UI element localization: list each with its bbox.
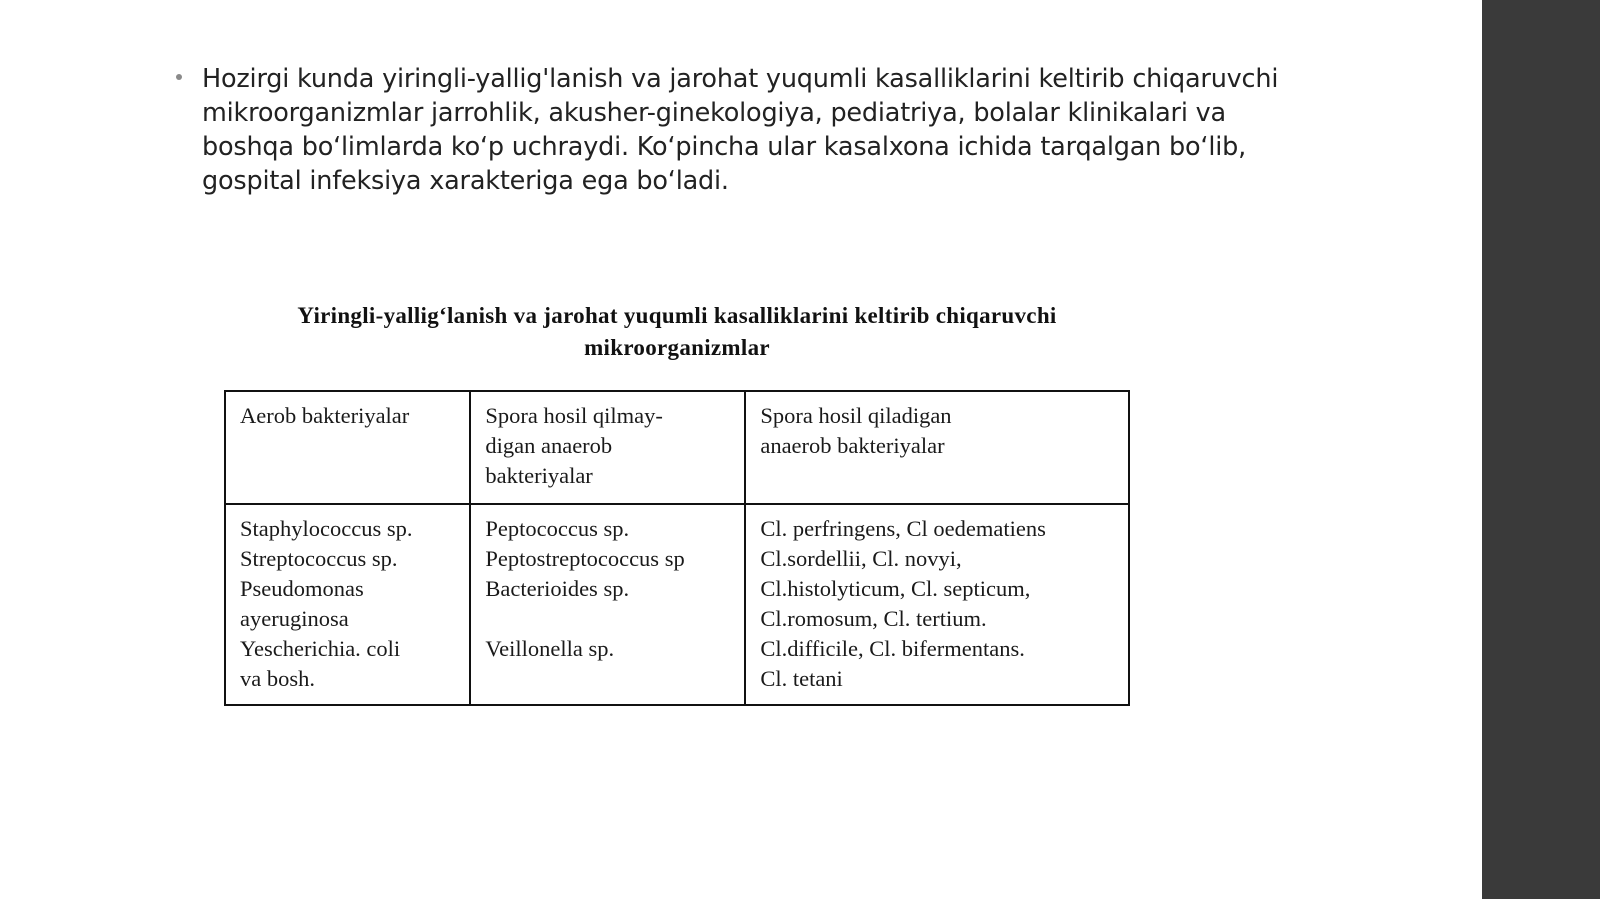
organism-item: Bacterioides sp. xyxy=(485,576,630,601)
table-caption-line-1: Yiringli-yallig‘lanish va jarohat yuqumli kasalliklarini keltirib chiqaruvchi xyxy=(297,303,1057,328)
header-non-spore-anaerob xyxy=(470,391,745,504)
header-spore-anaerob xyxy=(745,391,1129,504)
bullet-dot-icon xyxy=(176,74,182,80)
cell-aerob-list xyxy=(225,504,470,705)
organism-item: Cl.sordellii, Cl. novyi, xyxy=(760,546,962,571)
header-line: anaerob bakteriyalar xyxy=(760,433,945,458)
table-figure xyxy=(224,300,1130,706)
bullet-text: Hozirgi kunda yiringli-yallig'lanish va jarohat yuqumli kasalliklarini keltirib chiqaruvchi mikroorganizmlar jarrohlik, akusher-ginekologiya, pediatriya, bolalar klinikalari va boshqa bo‘limlarda ko‘p uchraydi. Ko‘pincha ular kasalxona ichida tarqalgan bo‘lib, gospital infeksiya xarakteriga ega bo‘ladi. xyxy=(202,64,1279,196)
header-aerob xyxy=(225,391,470,504)
organism-item: Pseudomonas xyxy=(240,576,364,601)
microorganisms-table xyxy=(224,390,1130,706)
organism-item: Cl.romosum, Cl. tertium. xyxy=(760,606,987,631)
organism-item: Cl. perfringens, Cl oedematiens xyxy=(760,516,1046,541)
organism-item: Streptococcus sp. xyxy=(240,546,398,571)
organism-item: Yescherichia. coli xyxy=(240,636,401,661)
header-line: bakteriyalar xyxy=(485,463,593,488)
header-line: Spora hosil qiladigan xyxy=(760,403,952,428)
cell-spore-anaerob-list xyxy=(745,504,1129,705)
table-row xyxy=(225,504,1129,705)
organism-item: Cl.histolyticum, Cl. septicum, xyxy=(760,576,1031,601)
organism-item: ayeruginosa xyxy=(240,606,349,631)
organism-item: va bosh. xyxy=(240,666,315,691)
organism-item: Peptostreptococcus sp xyxy=(485,546,685,571)
table-caption xyxy=(224,300,1130,364)
table-header-row xyxy=(225,391,1129,504)
header-line: Aerob bakteriyalar xyxy=(240,403,410,428)
organism-item: Veillonella sp. xyxy=(485,636,615,661)
bullet-paragraph xyxy=(176,62,1296,198)
organism-item: Cl. tetani xyxy=(760,666,843,691)
organism-item: Cl.difficile, Cl. bifermentans. xyxy=(760,636,1025,661)
header-line: Spora hosil qilmay- xyxy=(485,403,663,428)
cell-non-spore-anaerob-list xyxy=(470,504,745,705)
organism-item: Peptococcus sp. xyxy=(485,516,630,541)
spacer xyxy=(485,604,732,634)
header-line: digan anaerob xyxy=(485,433,613,458)
right-side-bar xyxy=(1482,0,1600,899)
table-caption-line-2: mikroorganizmlar xyxy=(584,335,770,360)
organism-item: Staphylococcus sp. xyxy=(240,516,413,541)
